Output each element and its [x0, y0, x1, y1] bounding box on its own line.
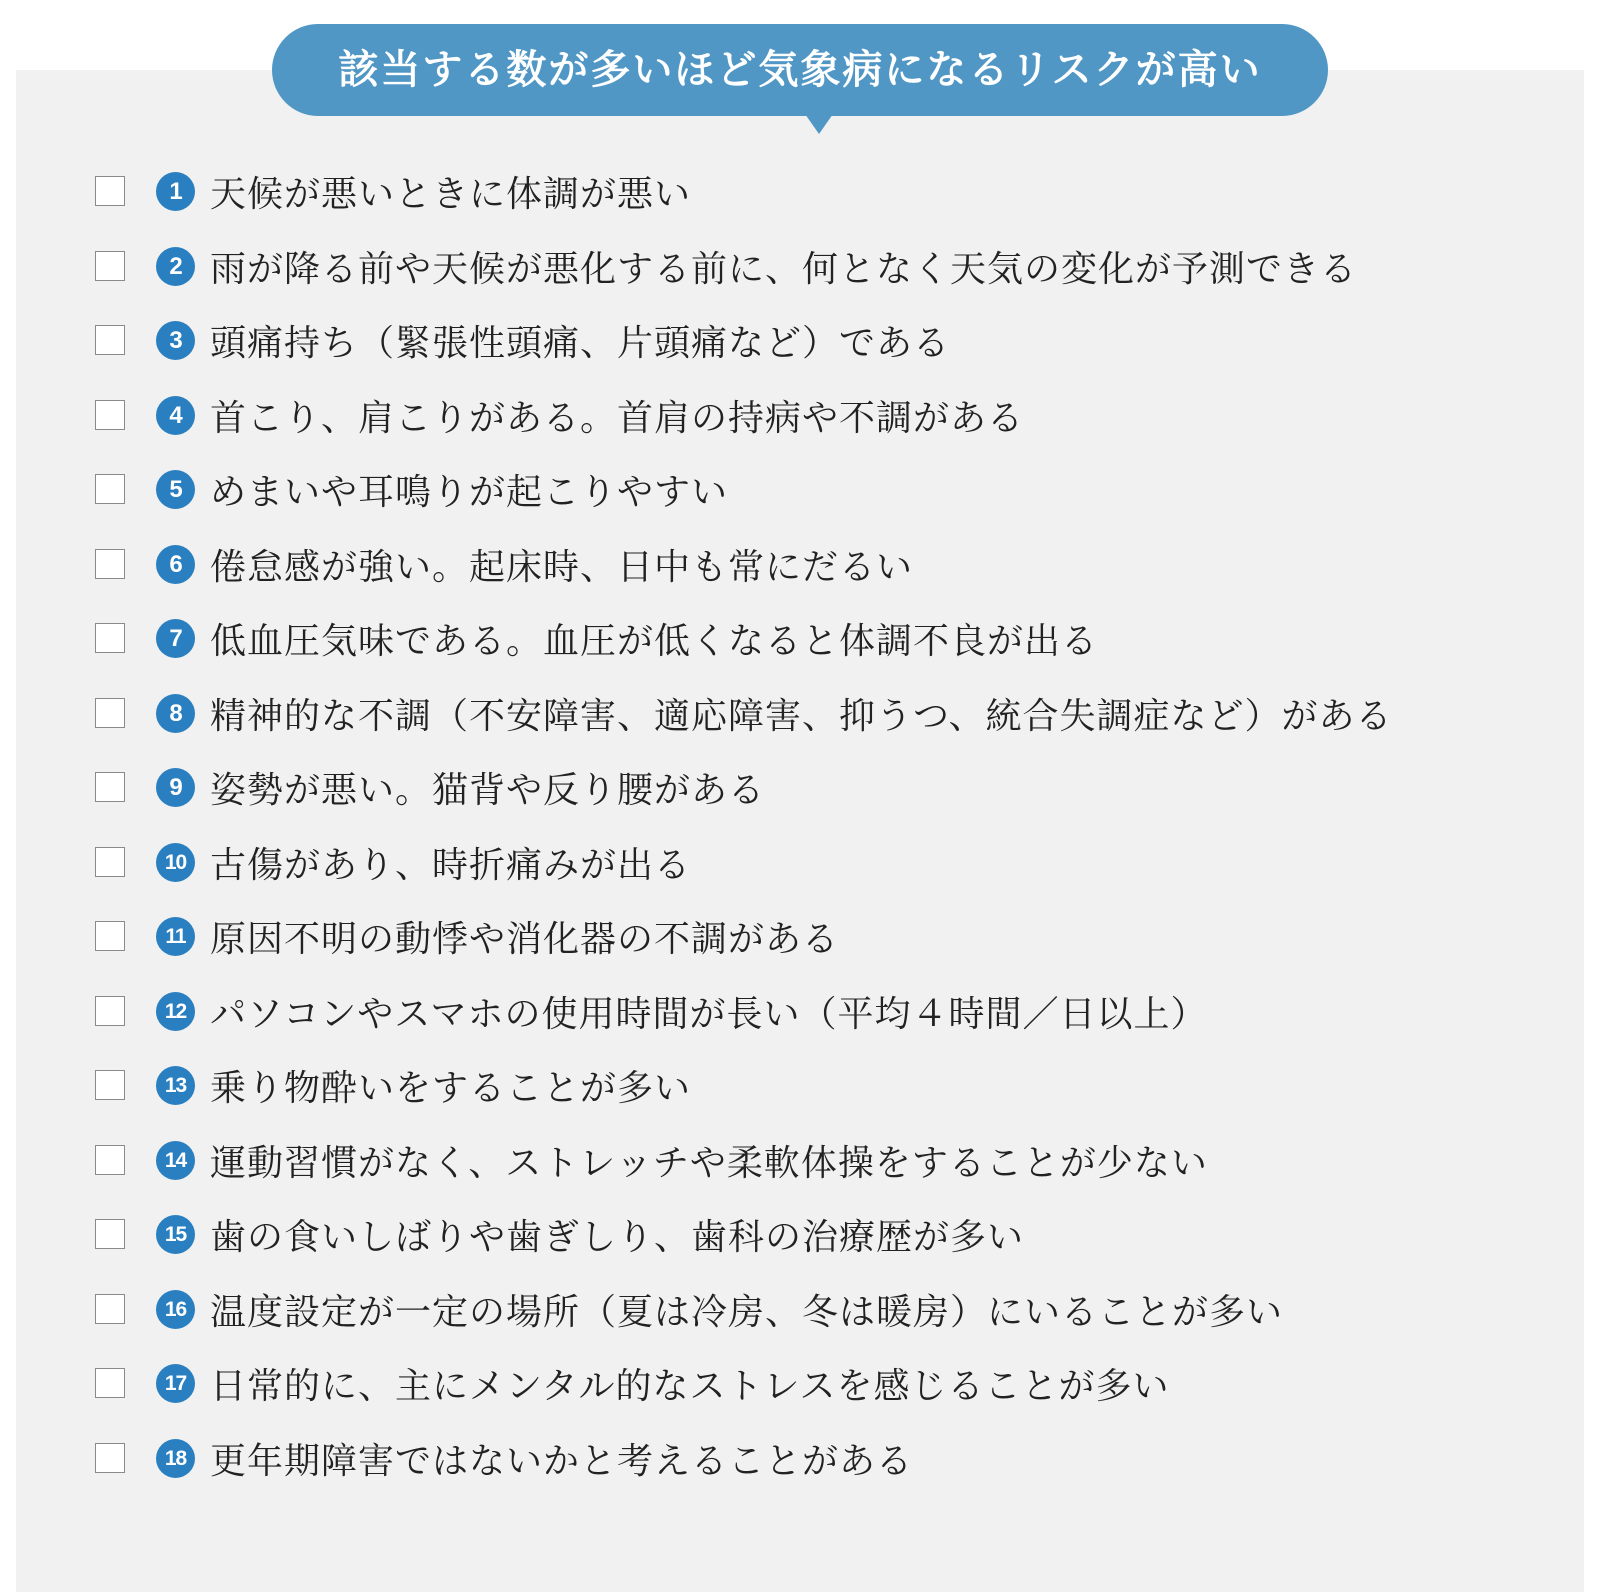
item-number-badge: 6: [156, 545, 195, 584]
item-text: 乗り物酔いをすることが多い: [210, 1067, 692, 1109]
item-text: パソコンやスマホの使用時間が長い（平均４時間／日以上）: [210, 993, 1208, 1035]
item-text: 原因不明の動悸や消化器の不調がある: [210, 918, 840, 960]
list-item[interactable]: [95, 762, 765, 812]
list-item[interactable]: [95, 688, 1393, 738]
item-number-badge: 11: [156, 917, 195, 956]
checkbox[interactable]: [95, 549, 125, 579]
item-text: 更年期障害ではないかと考えることがある: [210, 1440, 914, 1482]
list-item[interactable]: [95, 166, 691, 216]
checkbox[interactable]: [95, 1219, 125, 1249]
checkbox[interactable]: [95, 698, 125, 728]
item-text: 頭痛持ち（緊張性頭痛、片頭痛など）である: [210, 322, 951, 364]
item-number-badge: 14: [156, 1141, 195, 1180]
checkbox[interactable]: [95, 474, 125, 504]
list-item[interactable]: [95, 1135, 1208, 1185]
list-item[interactable]: [95, 1209, 1024, 1259]
item-number-badge: 2: [156, 247, 195, 286]
item-number-badge: 12: [156, 992, 195, 1031]
item-text: 低血圧気味である。血圧が低くなると体調不良が出る: [210, 620, 1099, 662]
list-item[interactable]: [95, 315, 950, 365]
item-text: 雨が降る前や天候が悪化する前に、何となく天気の変化が予測できる: [210, 248, 1358, 290]
list-item[interactable]: [95, 837, 691, 887]
list-item[interactable]: [95, 1433, 913, 1483]
item-text: 歯の食いしばりや歯ぎしり、歯科の治療歴が多い: [210, 1216, 1025, 1258]
checkbox[interactable]: [95, 1294, 125, 1324]
list-item[interactable]: [95, 464, 728, 514]
list-item[interactable]: [95, 539, 913, 589]
checkbox[interactable]: [95, 847, 125, 877]
item-number-badge: 4: [156, 396, 195, 435]
checkbox[interactable]: [95, 623, 125, 653]
list-item[interactable]: [95, 613, 1098, 663]
item-number-badge: 3: [156, 321, 195, 360]
checkbox[interactable]: [95, 400, 125, 430]
list-item[interactable]: [95, 241, 1357, 291]
item-text: 首こり、肩こりがある。首肩の持病や不調がある: [210, 397, 1025, 439]
item-number-badge: 18: [156, 1439, 195, 1478]
item-text: 日常的に、主にメンタル的なストレスを感じることが多い: [210, 1365, 1170, 1407]
item-number-badge: 15: [156, 1215, 195, 1254]
checkbox[interactable]: [95, 325, 125, 355]
item-text: 古傷があり、時折痛みが出る: [210, 844, 692, 886]
list-item[interactable]: [95, 1284, 1283, 1334]
item-text: 姿勢が悪い。猫背や反り腰がある: [210, 769, 766, 811]
item-text: めまいや耳鳴りが起こりやすい: [210, 471, 729, 513]
item-number-badge: 10: [156, 843, 195, 882]
item-number-badge: 7: [156, 619, 195, 658]
item-number-badge: 17: [156, 1364, 195, 1403]
list-item[interactable]: [95, 911, 839, 961]
checkbox[interactable]: [95, 1443, 125, 1473]
list-item[interactable]: [95, 986, 1208, 1036]
item-text: 天候が悪いときに体調が悪い: [210, 173, 692, 215]
page-title: 該当する数が多いほど気象病になるリスクが高い: [272, 24, 1328, 116]
item-text: 精神的な不調（不安障害、適応障害、抑うつ、統合失調症など）がある: [210, 695, 1393, 737]
item-number-badge: 8: [156, 694, 195, 733]
checkbox[interactable]: [95, 1070, 125, 1100]
item-text: 倦怠感が強い。起床時、日中も常にだるい: [210, 546, 914, 588]
list-item[interactable]: [95, 1358, 1169, 1408]
item-number-badge: 1: [156, 172, 195, 211]
checkbox[interactable]: [95, 176, 125, 206]
item-number-badge: 5: [156, 470, 195, 509]
item-text: 温度設定が一定の場所（夏は冷房、冬は暖房）にいることが多い: [210, 1291, 1284, 1333]
list-item[interactable]: [95, 390, 1024, 440]
checkbox[interactable]: [95, 1368, 125, 1398]
item-text: 運動習慣がなく、ストレッチや柔軟体操をすることが少ない: [210, 1142, 1208, 1184]
checkbox[interactable]: [95, 1145, 125, 1175]
item-number-badge: 16: [156, 1290, 195, 1329]
list-item[interactable]: [95, 1060, 691, 1110]
checkbox[interactable]: [95, 996, 125, 1026]
checkbox[interactable]: [95, 921, 125, 951]
item-number-badge: 13: [156, 1066, 195, 1105]
checkbox[interactable]: [95, 772, 125, 802]
checkbox[interactable]: [95, 251, 125, 281]
item-number-badge: 9: [156, 768, 195, 807]
banner-pointer: [805, 114, 833, 134]
